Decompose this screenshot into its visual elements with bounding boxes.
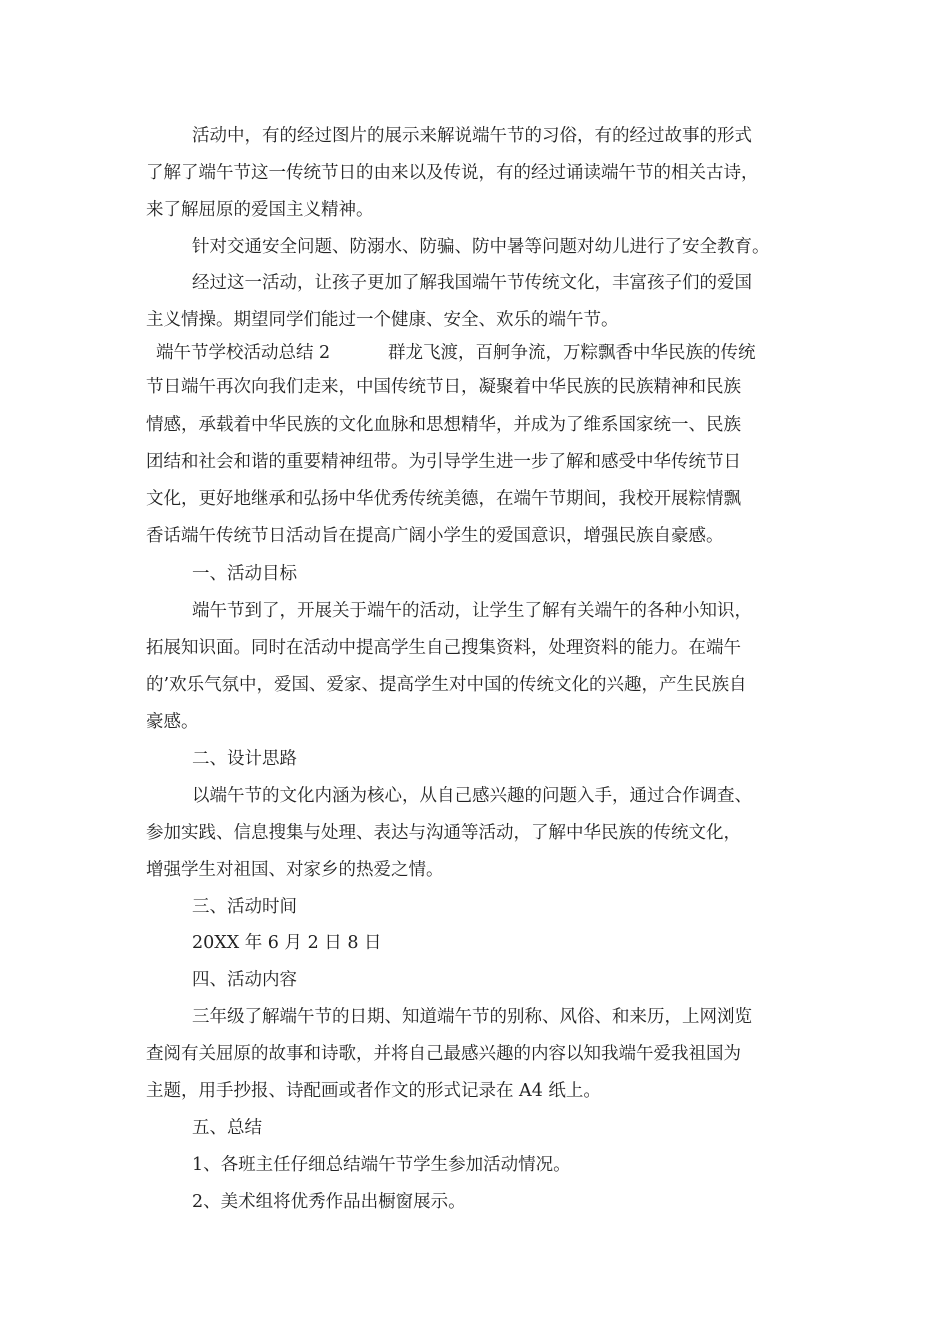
time-value: 20XX 年 6 月 2 日 8 日 bbox=[192, 933, 382, 953]
goal-line-4: 豪感。 bbox=[146, 712, 199, 732]
summary-item-1: 1、各班主任仔细总结端午节学生参加活动情况。 bbox=[192, 1155, 571, 1175]
design-heading: 二、设计思路 bbox=[192, 749, 297, 769]
paragraph-3-line-2: 主义情操。期望同学们能过一个健康、安全、欢乐的端午节。 bbox=[146, 310, 619, 330]
design-line-2: 参加实践、信息搜集与处理、表达与沟通等活动，了解中华民族的传统文化， bbox=[146, 823, 741, 843]
paragraph-1-line-3: 来了解屈原的爱国主义精神。 bbox=[146, 200, 374, 220]
goal-line-3: 的’欢乐气氛中，爱国、爱家、提高学生对中国的传统文化的兴趣，产生民族自 bbox=[146, 675, 747, 695]
goal-heading: 一、活动目标 bbox=[192, 564, 297, 584]
content-line-3: 主题，用手抄报、诗配画或者作文的形式记录在 A4 纸上。 bbox=[146, 1081, 601, 1101]
section-2-line-6: 香话端午传统节日活动旨在提高广阔小学生的爱国意识，增强民族自豪感。 bbox=[146, 526, 724, 546]
section-2-line-4: 团结和社会和谐的重要精神纽带。为引导学生进一步了解和感受中华传统节日 bbox=[146, 452, 741, 472]
section-2-line-1: 群龙飞渡，百舸争流，万粽飘香中华民族的传统 bbox=[388, 343, 756, 363]
content-line-2: 查阅有关屈原的故事和诗歌，并将自己最感兴趣的内容以知我端午爱我祖国为 bbox=[146, 1044, 741, 1064]
design-line-1: 以端午节的文化内涵为核心，从自己感兴趣的问题入手，通过合作调查、 bbox=[192, 786, 752, 806]
goal-line-2: 拓展知识面。同时在活动中提高学生自己搜集资料，处理资料的能力。在端午 bbox=[146, 638, 741, 658]
content-line-1: 三年级了解端午节的日期、知道端午节的别称、风俗、和来历，上网浏览 bbox=[192, 1007, 752, 1027]
paragraph-2-line-1: 针对交通安全问题、防溺水、防骗、防中暑等问题对幼儿进行了安全教育。 bbox=[192, 237, 770, 257]
paragraph-1-line-2: 了解了端午节这一传统节日的由来以及传说，有的经过诵读端午节的相关古诗， bbox=[146, 163, 759, 183]
paragraph-1-line-1: 活动中，有的经过图片的展示来解说端午节的习俗，有的经过故事的形式 bbox=[192, 126, 752, 146]
goal-line-1: 端午节到了，开展关于端午的活动，让学生了解有关端午的各种小知识， bbox=[192, 601, 752, 621]
design-line-3: 增强学生对祖国、对家乡的热爱之情。 bbox=[146, 860, 444, 880]
section-2-line-2: 节日端午再次向我们走来，中国传统节日，凝聚着中华民族的民族精神和民族 bbox=[146, 377, 741, 397]
content-heading: 四、活动内容 bbox=[192, 970, 297, 990]
section-2-line-3: 情感，承载着中华民族的文化血脉和思想精华，并成为了维系国家统一、民族 bbox=[146, 415, 741, 435]
summary-item-2: 2、美术组将优秀作品出橱窗展示。 bbox=[192, 1192, 466, 1212]
paragraph-3-line-1: 经过这一活动，让孩子更加了解我国端午节传统文化，丰富孩子们的爱国 bbox=[192, 273, 752, 293]
summary-heading: 五、总结 bbox=[192, 1118, 262, 1138]
time-heading: 三、活动时间 bbox=[192, 897, 297, 917]
section-2-line-5: 文化，更好地继承和弘扬中华优秀传统美德，在端午节期间，我校开展粽情飘 bbox=[146, 489, 741, 509]
section-2-title: 端午节学校活动总结 2 bbox=[156, 343, 331, 363]
